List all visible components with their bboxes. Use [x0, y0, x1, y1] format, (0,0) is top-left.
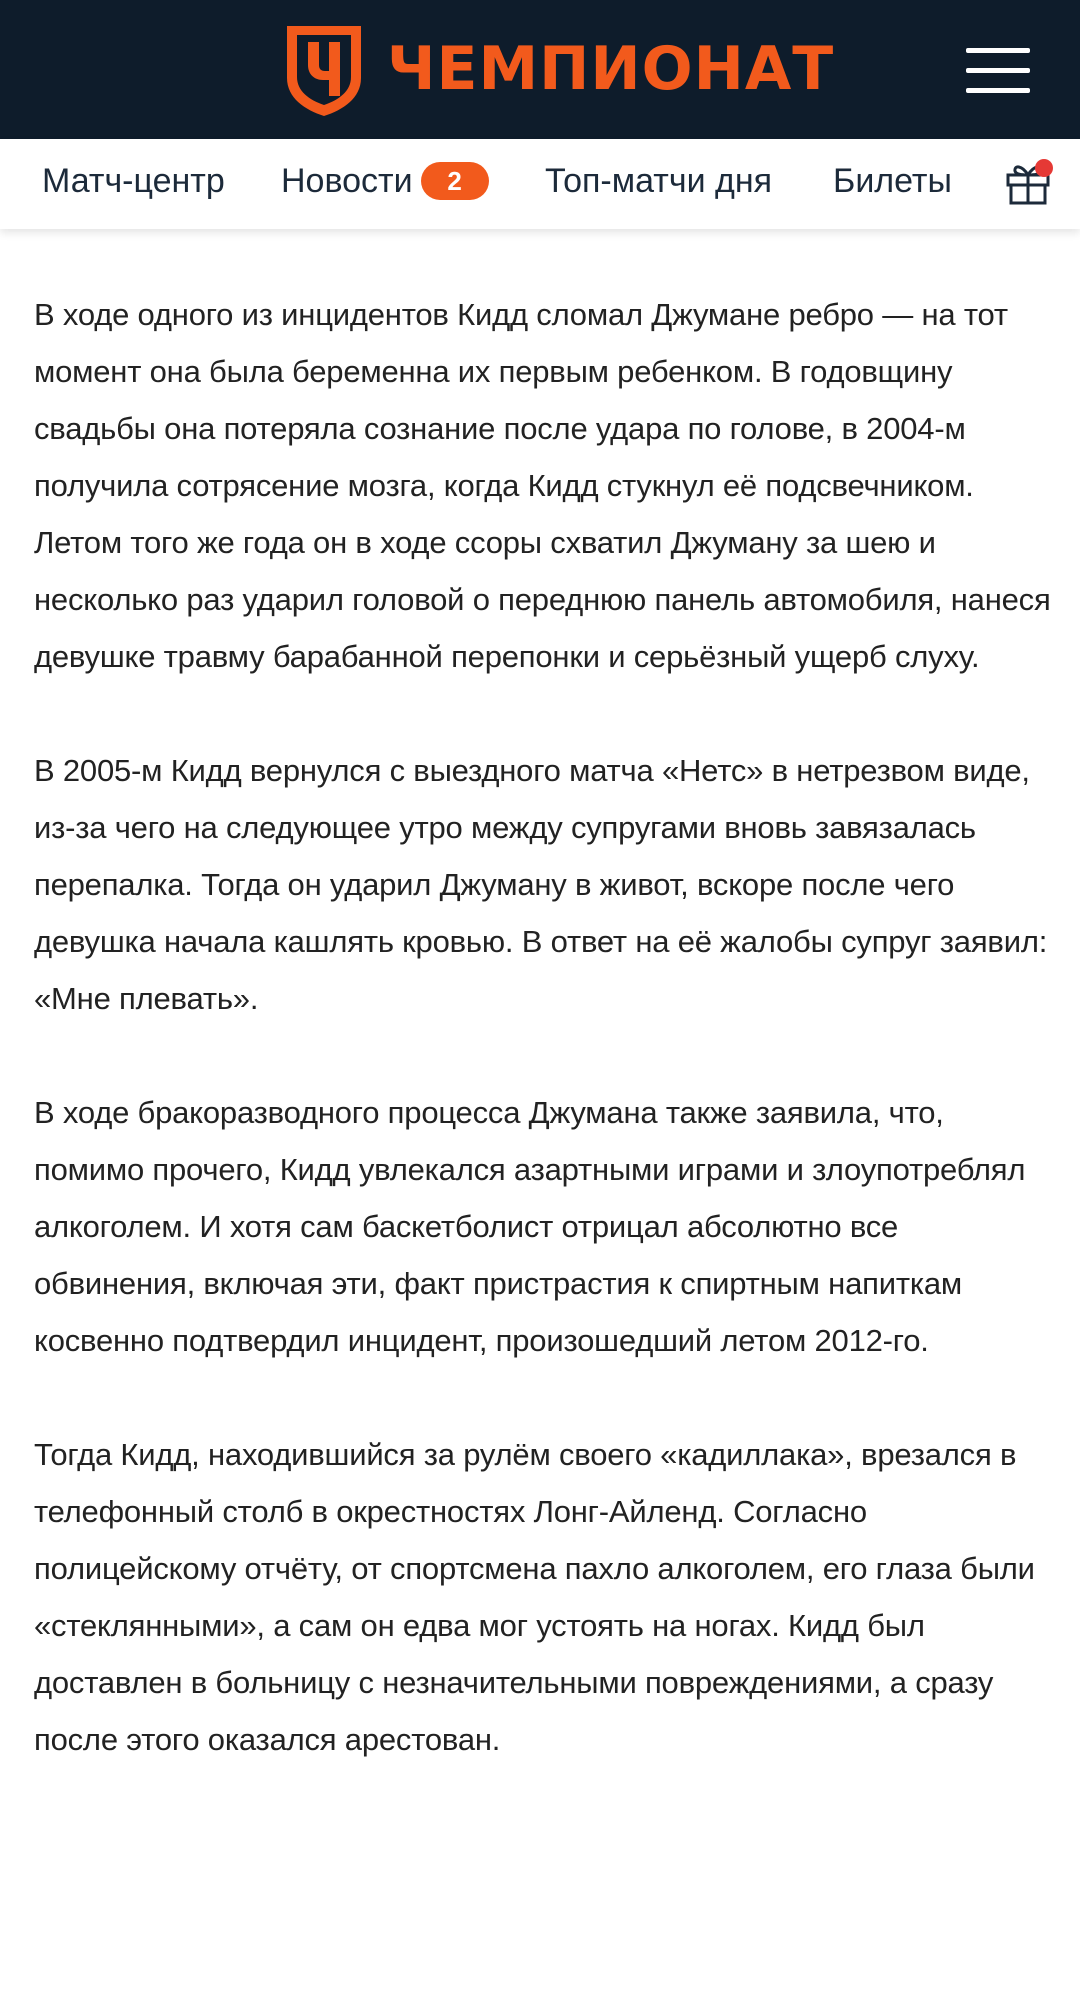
nav-item-top-matches[interactable] [545, 161, 772, 201]
nav-item-label: Матч-центр [42, 162, 225, 200]
nav-item-label: Билеты [833, 162, 952, 200]
gift-button[interactable] [1000, 153, 1056, 209]
hamburger-menu-icon[interactable] [962, 46, 1034, 96]
logo-text: ЧЕМПИОНАТ [387, 34, 835, 104]
article-paragraph: В 2005-м Кидд вернулся с выездного матча «Нетс» в нетрезвом виде, из-за чего на следующее утро между супругами вновь завязалась перепалка. Тогда он ударил Джуману в живот, вскоре после чего девушка начала кашлять кровью. В ответ на её жалобы супруг заявил: «Мне плевать». [34, 753, 1048, 1016]
nav-item-label: Новости [281, 162, 413, 200]
site-logo[interactable] [283, 20, 834, 118]
top-nav [0, 139, 1080, 229]
article-body [34, 286, 1054, 1768]
notification-dot [1035, 159, 1053, 177]
article-paragraph: В ходе одного из инцидентов Кидд сломал Джумане ребро — на тот момент она была беременна их первым ребенком. В годовщину свадьбы она потеряла сознание после удара по голове, в 2004-м получила сотрясение мозга, когда Кидд стукнул её подсвечником. Летом того же года он в ходе ссоры схватил Джуману за шею и несколько раз ударил головой о переднюю панель автомобиля, нанеся девушке травму барабанной перепонки и серьёзный ущерб слуху. [34, 297, 1051, 674]
site-header [0, 0, 1080, 139]
nav-item-label: Топ-матчи дня [545, 162, 773, 200]
nav-item-news[interactable] [281, 161, 489, 201]
nav-item-tickets[interactable] [833, 161, 952, 201]
article-paragraph: Тогда Кидд, находившийся за рулём своего «кадиллака», врезался в телефонный столб в окрестностях Лонг-Айленд. Согласно полицейскому отчёту, от спортсмена пахло алкоголем, его глаза были «стеклянными», а сам он едва мог устоять на ногах. Кидд был доставлен в больницу с незначительными повреждениями, а сразу после этого оказался арестован. [34, 1437, 1035, 1757]
news-count-badge: 2 [421, 162, 489, 200]
article-paragraph: В ходе бракоразводного процесса Джумана также заявила, что, помимо прочего, Кидд увлекался азартными играми и злоупотреблял алкоголем. И хотя сам баскетболист отрицал абсолютно все обвинения, включая эти, факт пристрастия к спиртным напиткам косвенно подтвердил инцидент, произошедший летом 2012-го. [34, 1095, 1026, 1358]
nav-item-match-center[interactable] [42, 161, 225, 201]
championat-shield-logo-icon [283, 20, 365, 118]
